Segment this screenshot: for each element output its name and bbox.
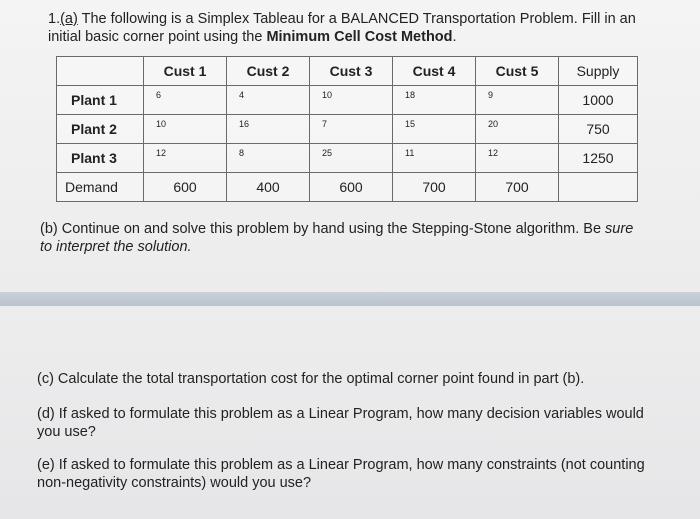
cell-cost: 8 [239, 148, 245, 158]
supply-value: 1000 [559, 86, 638, 115]
demand-value: 600 [310, 173, 393, 202]
question-e: (e) If asked to formulate this problem as a Linear Program, how many constraints (not counting non-negativity constraints) would you use? [37, 457, 645, 491]
question-number: 1. [48, 11, 61, 27]
header-cust-3: Cust 3 [310, 57, 393, 86]
cell-cost: 4 [239, 90, 245, 100]
tableau-cell[interactable] [393, 86, 476, 115]
question-text-2: . [452, 29, 457, 45]
question-b [40, 220, 640, 256]
tableau-cell[interactable] [476, 115, 559, 144]
question-1a [48, 10, 658, 46]
question-part-label: (a) [60, 11, 78, 27]
table-row [57, 115, 638, 144]
tableau-cell[interactable] [227, 86, 310, 115]
header-row [57, 57, 638, 86]
table-row [57, 86, 638, 115]
demand-row [57, 173, 638, 202]
tableau-cell[interactable] [310, 144, 393, 173]
cell-cost: 12 [488, 148, 499, 158]
question-b-italic: sure to interpret the solution. [40, 221, 634, 255]
tableau-cell[interactable] [144, 115, 227, 144]
cell-cost: 18 [405, 90, 416, 100]
transportation-tableau [56, 56, 638, 202]
cell-cost: 20 [488, 119, 499, 129]
tableau-cell[interactable] [310, 115, 393, 144]
cell-cost: 12 [156, 148, 167, 158]
supply-value: 750 [559, 115, 638, 144]
cell-cost: 15 [405, 119, 416, 129]
cell-cost: 16 [239, 119, 250, 129]
cell-cost: 6 [156, 90, 162, 100]
tableau-cell[interactable] [227, 115, 310, 144]
demand-value: 700 [476, 173, 559, 202]
cell-cost: 7 [322, 119, 328, 129]
empty-cell [559, 173, 638, 202]
divider-band [0, 292, 700, 306]
row-label: Plant 1 [57, 86, 144, 115]
tableau-cell[interactable] [393, 115, 476, 144]
question-b-text: (b) Continue on and solve this problem by hand using the Stepping-Stone algorithm. Be [40, 221, 606, 237]
question-c: (c) Calculate the total transportation cost for the optimal corner point found in part (b). [37, 371, 585, 387]
demand-value: 700 [393, 173, 476, 202]
cell-cost: 25 [322, 148, 333, 158]
row-label: Plant 2 [57, 115, 144, 144]
demand-value: 400 [227, 173, 310, 202]
cell-cost: 10 [322, 90, 333, 100]
supply-value: 1250 [559, 144, 638, 173]
tableau-cell[interactable] [310, 86, 393, 115]
header-cust-2: Cust 2 [227, 57, 310, 86]
tableau-cell[interactable] [144, 144, 227, 173]
question-method: Minimum Cell Cost Method [266, 29, 453, 45]
row-label: Plant 3 [57, 144, 144, 173]
corner-cell [57, 57, 144, 86]
tableau-cell[interactable] [393, 144, 476, 173]
header-supply: Supply [559, 57, 638, 86]
table-row [57, 144, 638, 173]
demand-label: Demand [57, 173, 144, 202]
cell-cost: 10 [156, 119, 167, 129]
header-cust-1: Cust 1 [144, 57, 227, 86]
cell-cost: 11 [405, 148, 415, 158]
tableau-cell[interactable] [476, 144, 559, 173]
header-cust-5: Cust 5 [476, 57, 559, 86]
tableau-cell[interactable] [476, 86, 559, 115]
question-d: (d) If asked to formulate this problem as a Linear Program, how many decision variables would you use? [37, 406, 644, 440]
cell-cost: 9 [488, 90, 494, 100]
header-cust-4: Cust 4 [393, 57, 476, 86]
question-text-1: The following is a Simplex Tableau for a BALANCED Transportation Problem. Fill in an initial basic corner point using the [48, 11, 636, 45]
demand-value: 600 [144, 173, 227, 202]
tableau-cell[interactable] [227, 144, 310, 173]
tableau-cell[interactable] [144, 86, 227, 115]
